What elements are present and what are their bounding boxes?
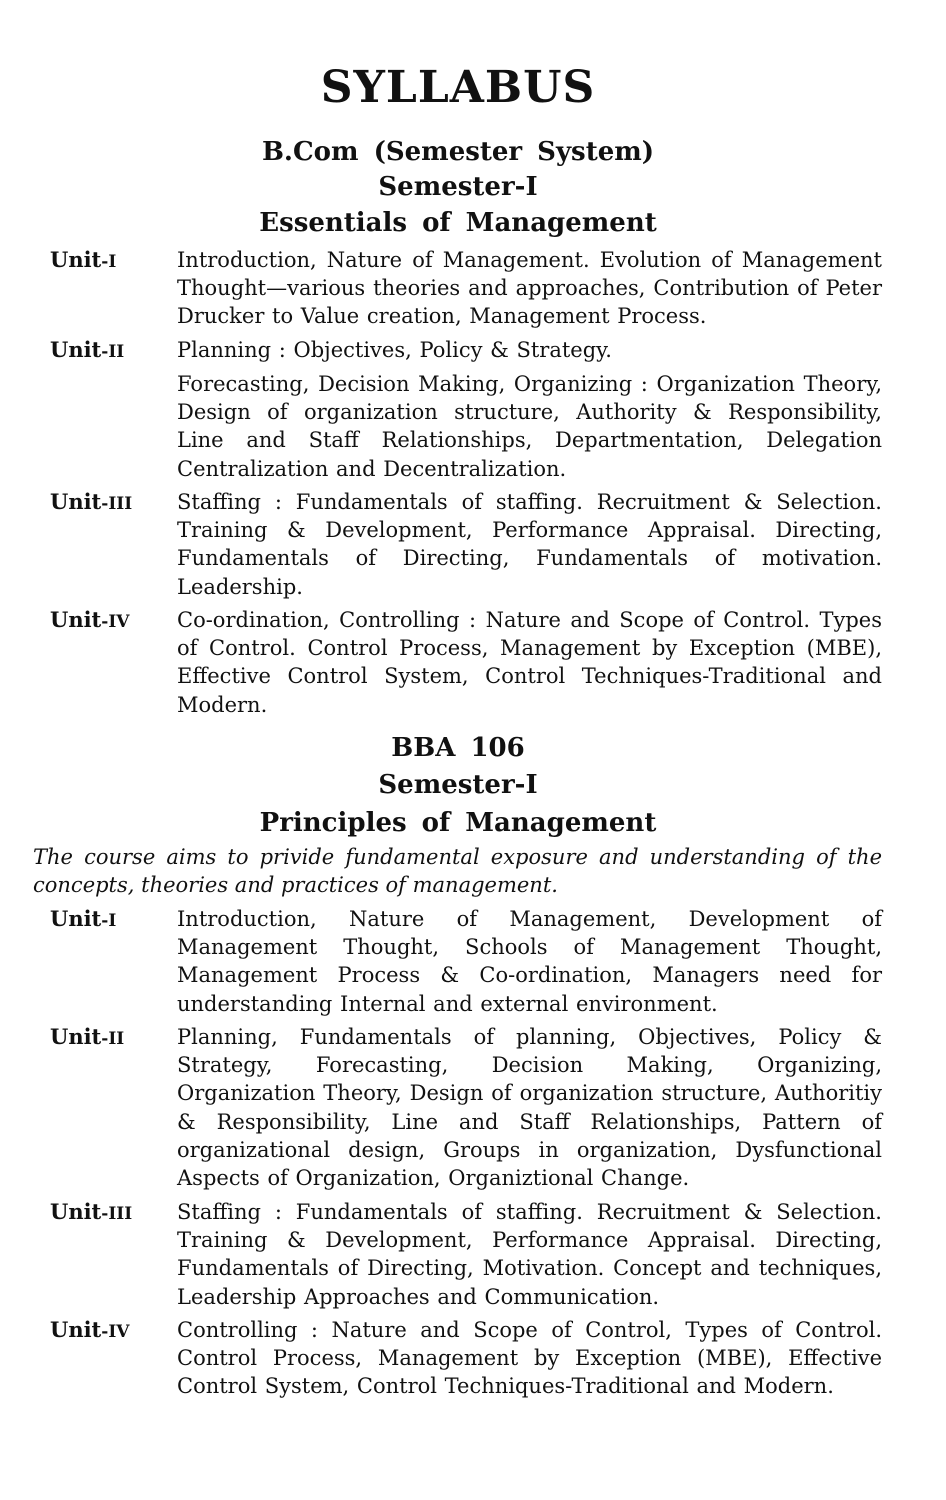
- section1-unit-4-label: Unit-IV: [50, 607, 130, 632]
- section2-unit-2-text: Planning, Fundamentals of planning, Objectives, Policy & Strategy, Forecasting, Decision Making, Organizing, Organization Theory, Design of organization structure, Authoritiy & Responsibility, Line and Staff Relationships, Pattern of organizational design, Groups in organization, Dysfunctional Aspects of Organization, Organiztional Change.: [177, 1025, 882, 1191]
- section2-unit-3-label: Unit-III: [50, 1199, 133, 1224]
- section2-subject: Principles of Management: [259, 808, 657, 838]
- section1-unit-1-label: Unit-I: [50, 247, 117, 272]
- page-title: SYLLABUS: [320, 62, 596, 113]
- section2-unit-1-text: Introduction, Nature of Management, Development of Management Thought, Schools of Management Thought, Management Process & Co-ordination, Managers need for understanding Internal and external environment.: [177, 907, 882, 1016]
- section1-unit-1-text: Introduction, Nature of Management. Evolution of Management Thought—various theories and approaches, Contribution of Peter Drucker to Value creation, Management Process.: [177, 248, 882, 329]
- section1-unit-2-text-a: Planning : Objectives, Policy & Strategy.: [177, 338, 612, 362]
- section1-unit-3-text: Staffing : Fundamentals of staffing. Recruitment & Selection. Training & Development, Performance Appraisal. Directing, Fundamentals of Directing, Fundamentals of motivation. Leadership.: [177, 490, 882, 599]
- section2-semester: Semester-I: [378, 770, 538, 800]
- section1-unit-2-label: Unit-II: [50, 337, 125, 362]
- section1-unit-3-label: Unit-III: [50, 489, 133, 514]
- section2-unit-4-label: Unit-IV: [50, 1317, 130, 1342]
- section2-unit-3-text: Staffing : Fundamentals of staffing. Recruitment & Selection. Training & Development, Performance Appraisal. Directing, Fundamentals of Directing, Motivation. Concept and techniques, Leadership Approaches and Communication.: [177, 1200, 882, 1309]
- section2-unit-1-label: Unit-I: [50, 906, 117, 931]
- section1-unit-2-text-b: Forecasting, Decision Making, Organizing : Organization Theory, Design of organization structure, Authority & Responsibility, Line and Staff Relationships, Departmentation, Delegation Centralization and Decentralization.: [177, 372, 882, 481]
- section2-unit-2-label: Unit-II: [50, 1024, 125, 1049]
- section1-unit-4-text: Co-ordination, Controlling : Nature and Scope of Control. Types of Control. Control Process, Management by Exception (MBE), Effective Control System, Control Techniques-Traditional and Modern.: [177, 608, 882, 717]
- section2-unit-4-text: Controlling : Nature and Scope of Control, Types of Control. Control Process, Management by Exception (MBE), Effective Control System, Control Techniques-Traditional and Modern.: [177, 1318, 882, 1399]
- section2-program: BBA 106: [391, 733, 525, 763]
- section2-intro: The course aims to privide fundamental exposure and understanding of the concepts, theories and practices of management.: [33, 845, 882, 898]
- section1-subject: Essentials of Management: [259, 208, 657, 238]
- section1-semester: Semester-I: [378, 172, 538, 202]
- section1-program: B.Com (Semester System): [261, 137, 655, 167]
